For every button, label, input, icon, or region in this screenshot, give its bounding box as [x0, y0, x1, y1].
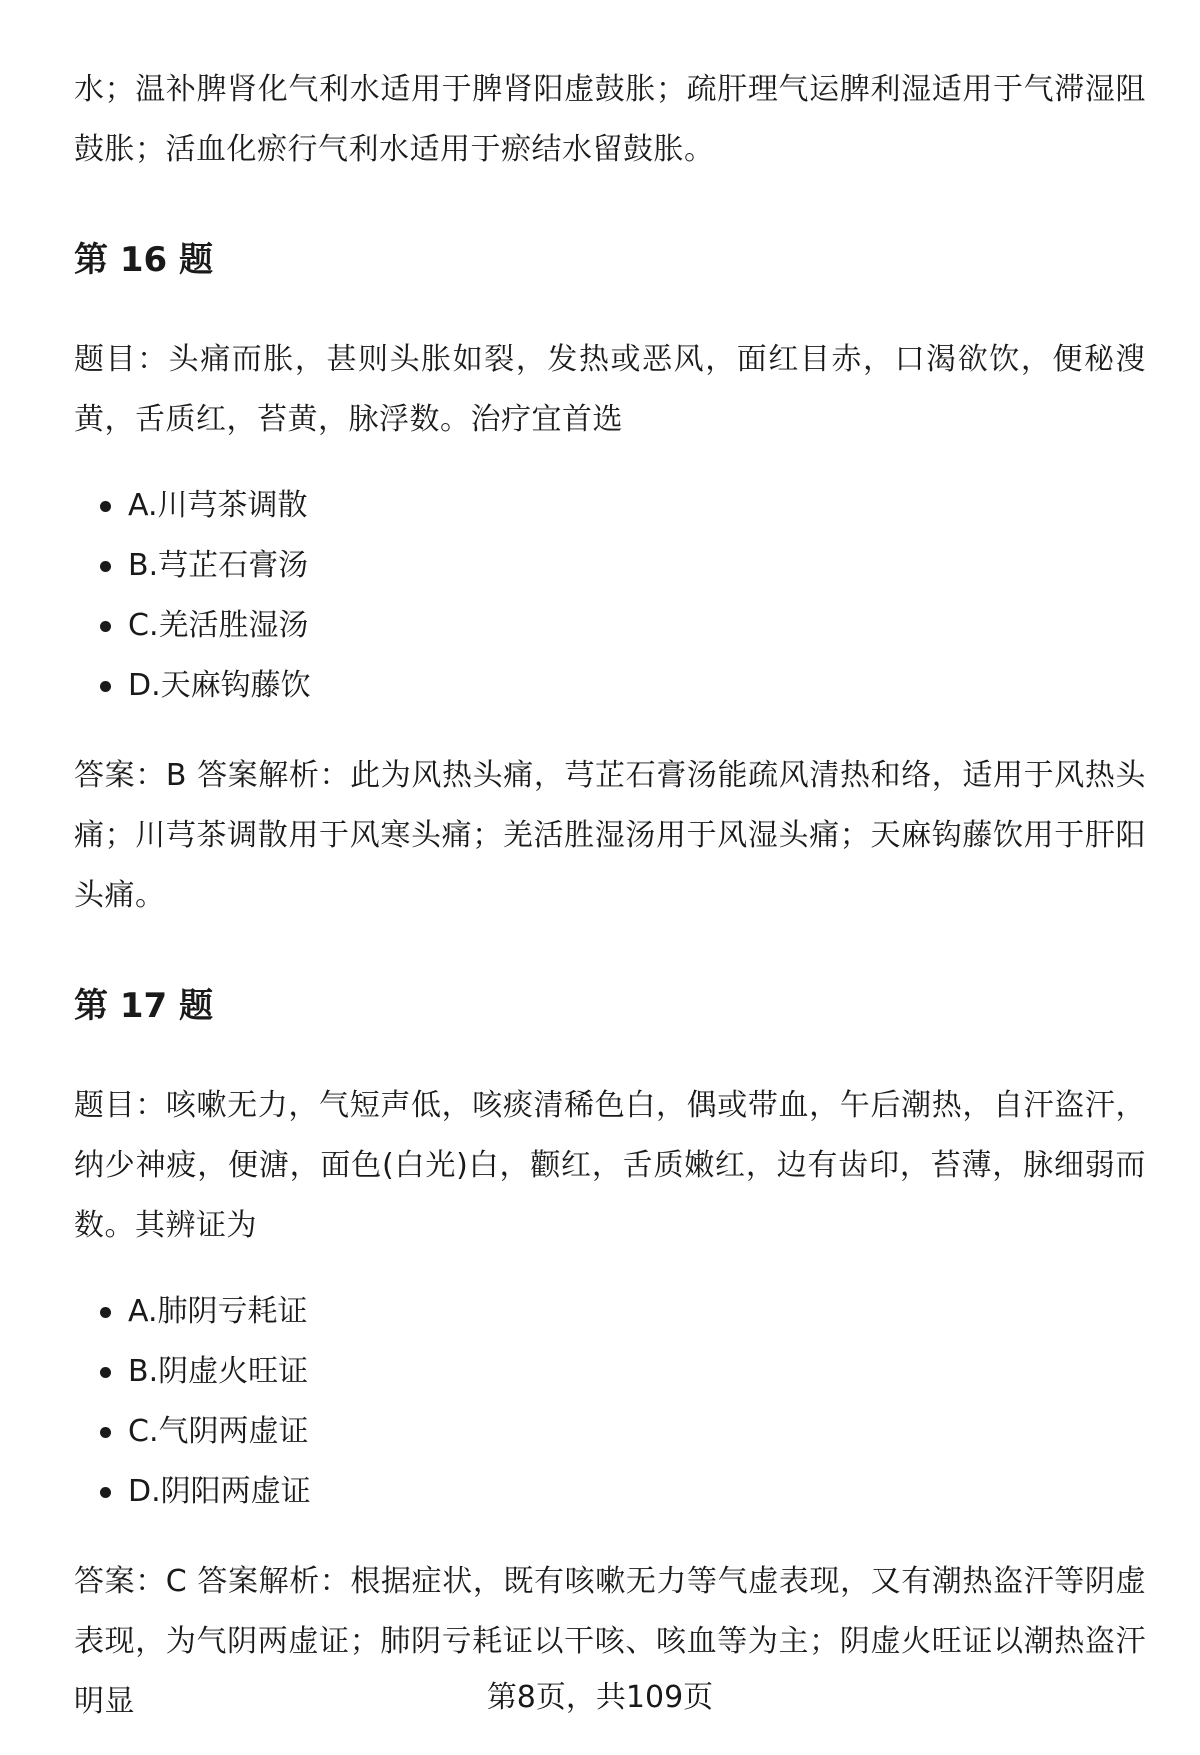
question-17-option-d: D.阴阳两虚证	[74, 1462, 1146, 1522]
question-16-option-c: C.羌活胜湿汤	[74, 596, 1146, 656]
question-17-options	[74, 1282, 1146, 1522]
question-17-option-b: B.阴虚火旺证	[74, 1342, 1146, 1402]
question-17-answer: 答案：C 答案解析：根据症状，既有咳嗽无力等气虚表现，又有潮热盗汗等阴虚表现，为气阴两虚证；肺阴亏耗证以干咳、咳血等为主；阴虚火旺证以潮热盗汗明显	[74, 1564, 1146, 1719]
question-16-option-a: A.川芎茶调散	[74, 476, 1146, 536]
intro-paragraph: 水；温补脾肾化气利水适用于脾肾阳虚鼓胀；疏肝理气运脾利湿适用于气滞湿阻鼓胀；活血化瘀行气利水适用于瘀结水留鼓胀。	[74, 72, 1146, 167]
question-17-stem: 题目：咳嗽无力，气短声低，咳痰清稀色白，偶或带血，午后潮热，自汗盗汗，纳少神疲，便溏，面色(白光)白，颧红，舌质嫩红，边有齿印，苔薄，脉细弱而数。其辨证为	[74, 1088, 1146, 1243]
question-16-option-d: D.天麻钩藤饮	[74, 656, 1146, 716]
question-16-option-b: B.芎芷石膏汤	[74, 536, 1146, 596]
question-16-stem: 题目：头痛而胀，甚则头胀如裂，发热或恶风，面红目赤，口渴欲饮，便秘溲黄，舌质红，苔黄，脉浮数。治疗宜首选	[74, 342, 1146, 437]
question-17-option-c: C.气阴两虚证	[74, 1402, 1146, 1462]
question-16-heading: 第 16 题	[74, 240, 213, 280]
question-16-answer: 答案：B 答案解析：此为风热头痛，芎芷石膏汤能疏风清热和络，适用于风热头痛；川芎茶调散用于风寒头痛；羌活胜湿汤用于风湿头痛；天麻钩藤饮用于肝阳头痛。	[74, 758, 1146, 913]
document-page	[74, 60, 1146, 1732]
page-footer: 第8页，共109页	[486, 1680, 714, 1715]
question-17-option-a: A.肺阴亏耗证	[74, 1282, 1146, 1342]
question-17-heading: 第 17 题	[74, 986, 213, 1026]
question-17	[74, 976, 1146, 1732]
question-16	[74, 230, 1146, 926]
question-16-options	[74, 476, 1146, 716]
